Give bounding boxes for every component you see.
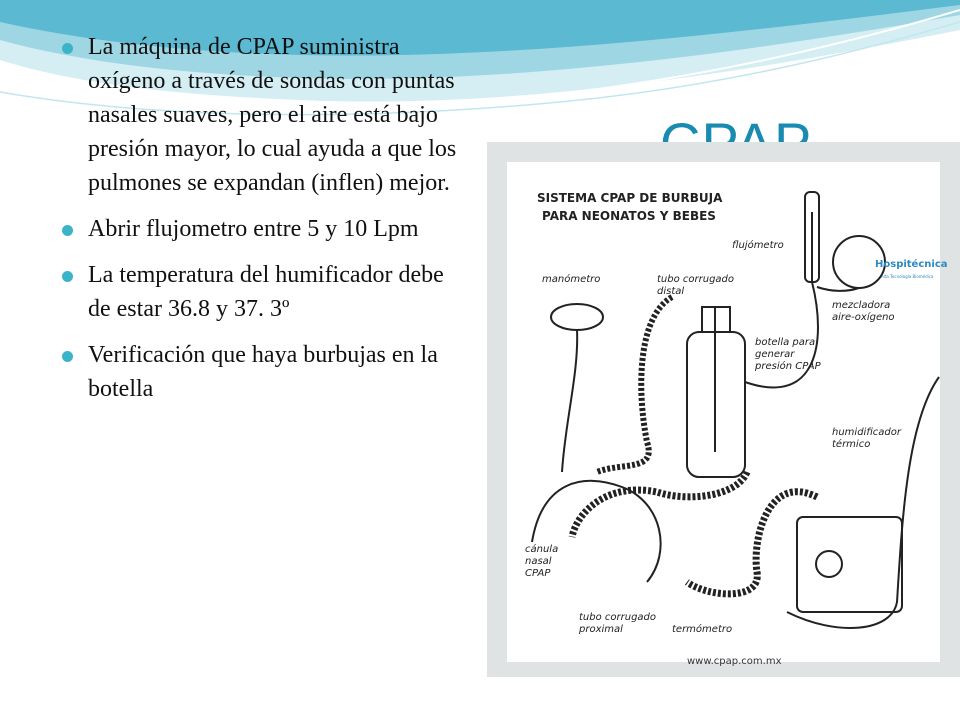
cpap-diagram-frame [487, 142, 960, 677]
brand-name: Hospitécnica [875, 259, 948, 270]
bullet-dot-icon [62, 351, 73, 362]
label-canula-2: nasal [525, 556, 552, 567]
figure-title-line2: PARA NEONATOS Y BEBES [542, 209, 716, 223]
bullet-text: La temperatura del humificador debe de estar 36.8 y 37. 3º [88, 262, 444, 322]
label-humidificador-2: térmico [832, 439, 871, 450]
label-mezcladora-2: aire-oxígeno [832, 312, 895, 323]
label-botella-3: presión CPAP [755, 361, 821, 372]
label-termometro: termómetro [672, 624, 733, 635]
label-humidificador-1: humidificador [832, 427, 901, 438]
bullet-text: La máquina de CPAP suministra oxígeno a través de sondas con puntas nasales suaves, pero el aire está bajo presión mayor, lo cual ayuda a que los pulmones se expandan (inflen) mejor. [88, 34, 457, 196]
bullet-item [62, 30, 472, 200]
bullet-item [62, 338, 472, 406]
cpap-diagram-illustration [487, 142, 960, 677]
label-tubo-distal-2: distal [657, 286, 685, 297]
bullet-dot-icon [62, 43, 73, 54]
bullet-text: Abrir flujometro entre 5 y 10 Lpm [88, 216, 419, 242]
bullet-text: Verificación que haya burbujas en la botella [88, 342, 438, 402]
bullet-dot-icon [62, 225, 73, 236]
label-mezcladora-1: mezcladora [832, 300, 891, 311]
label-manometro: manómetro [542, 274, 601, 285]
label-tubo-proximal-2: proximal [579, 624, 623, 635]
label-flujometro: flujómetro [732, 240, 784, 251]
bullet-list [62, 30, 472, 418]
bullet-item [62, 212, 472, 246]
label-botella-1: botella para [755, 337, 816, 348]
bullet-item [62, 258, 472, 326]
bullet-dot-icon [62, 271, 73, 282]
brand-tagline: Alta Tecnología Biomédica [881, 274, 934, 279]
figure-website: www.cpap.com.mx [687, 656, 782, 667]
label-tubo-distal-1: tubo corrugado [657, 274, 735, 285]
label-botella-2: generar [755, 349, 795, 360]
label-canula-3: CPAP [525, 568, 551, 579]
label-canula-1: cánula [525, 544, 559, 555]
label-tubo-proximal-1: tubo corrugado [579, 612, 657, 623]
figure-title-line1: SISTEMA CPAP DE BURBUJA [537, 191, 723, 205]
